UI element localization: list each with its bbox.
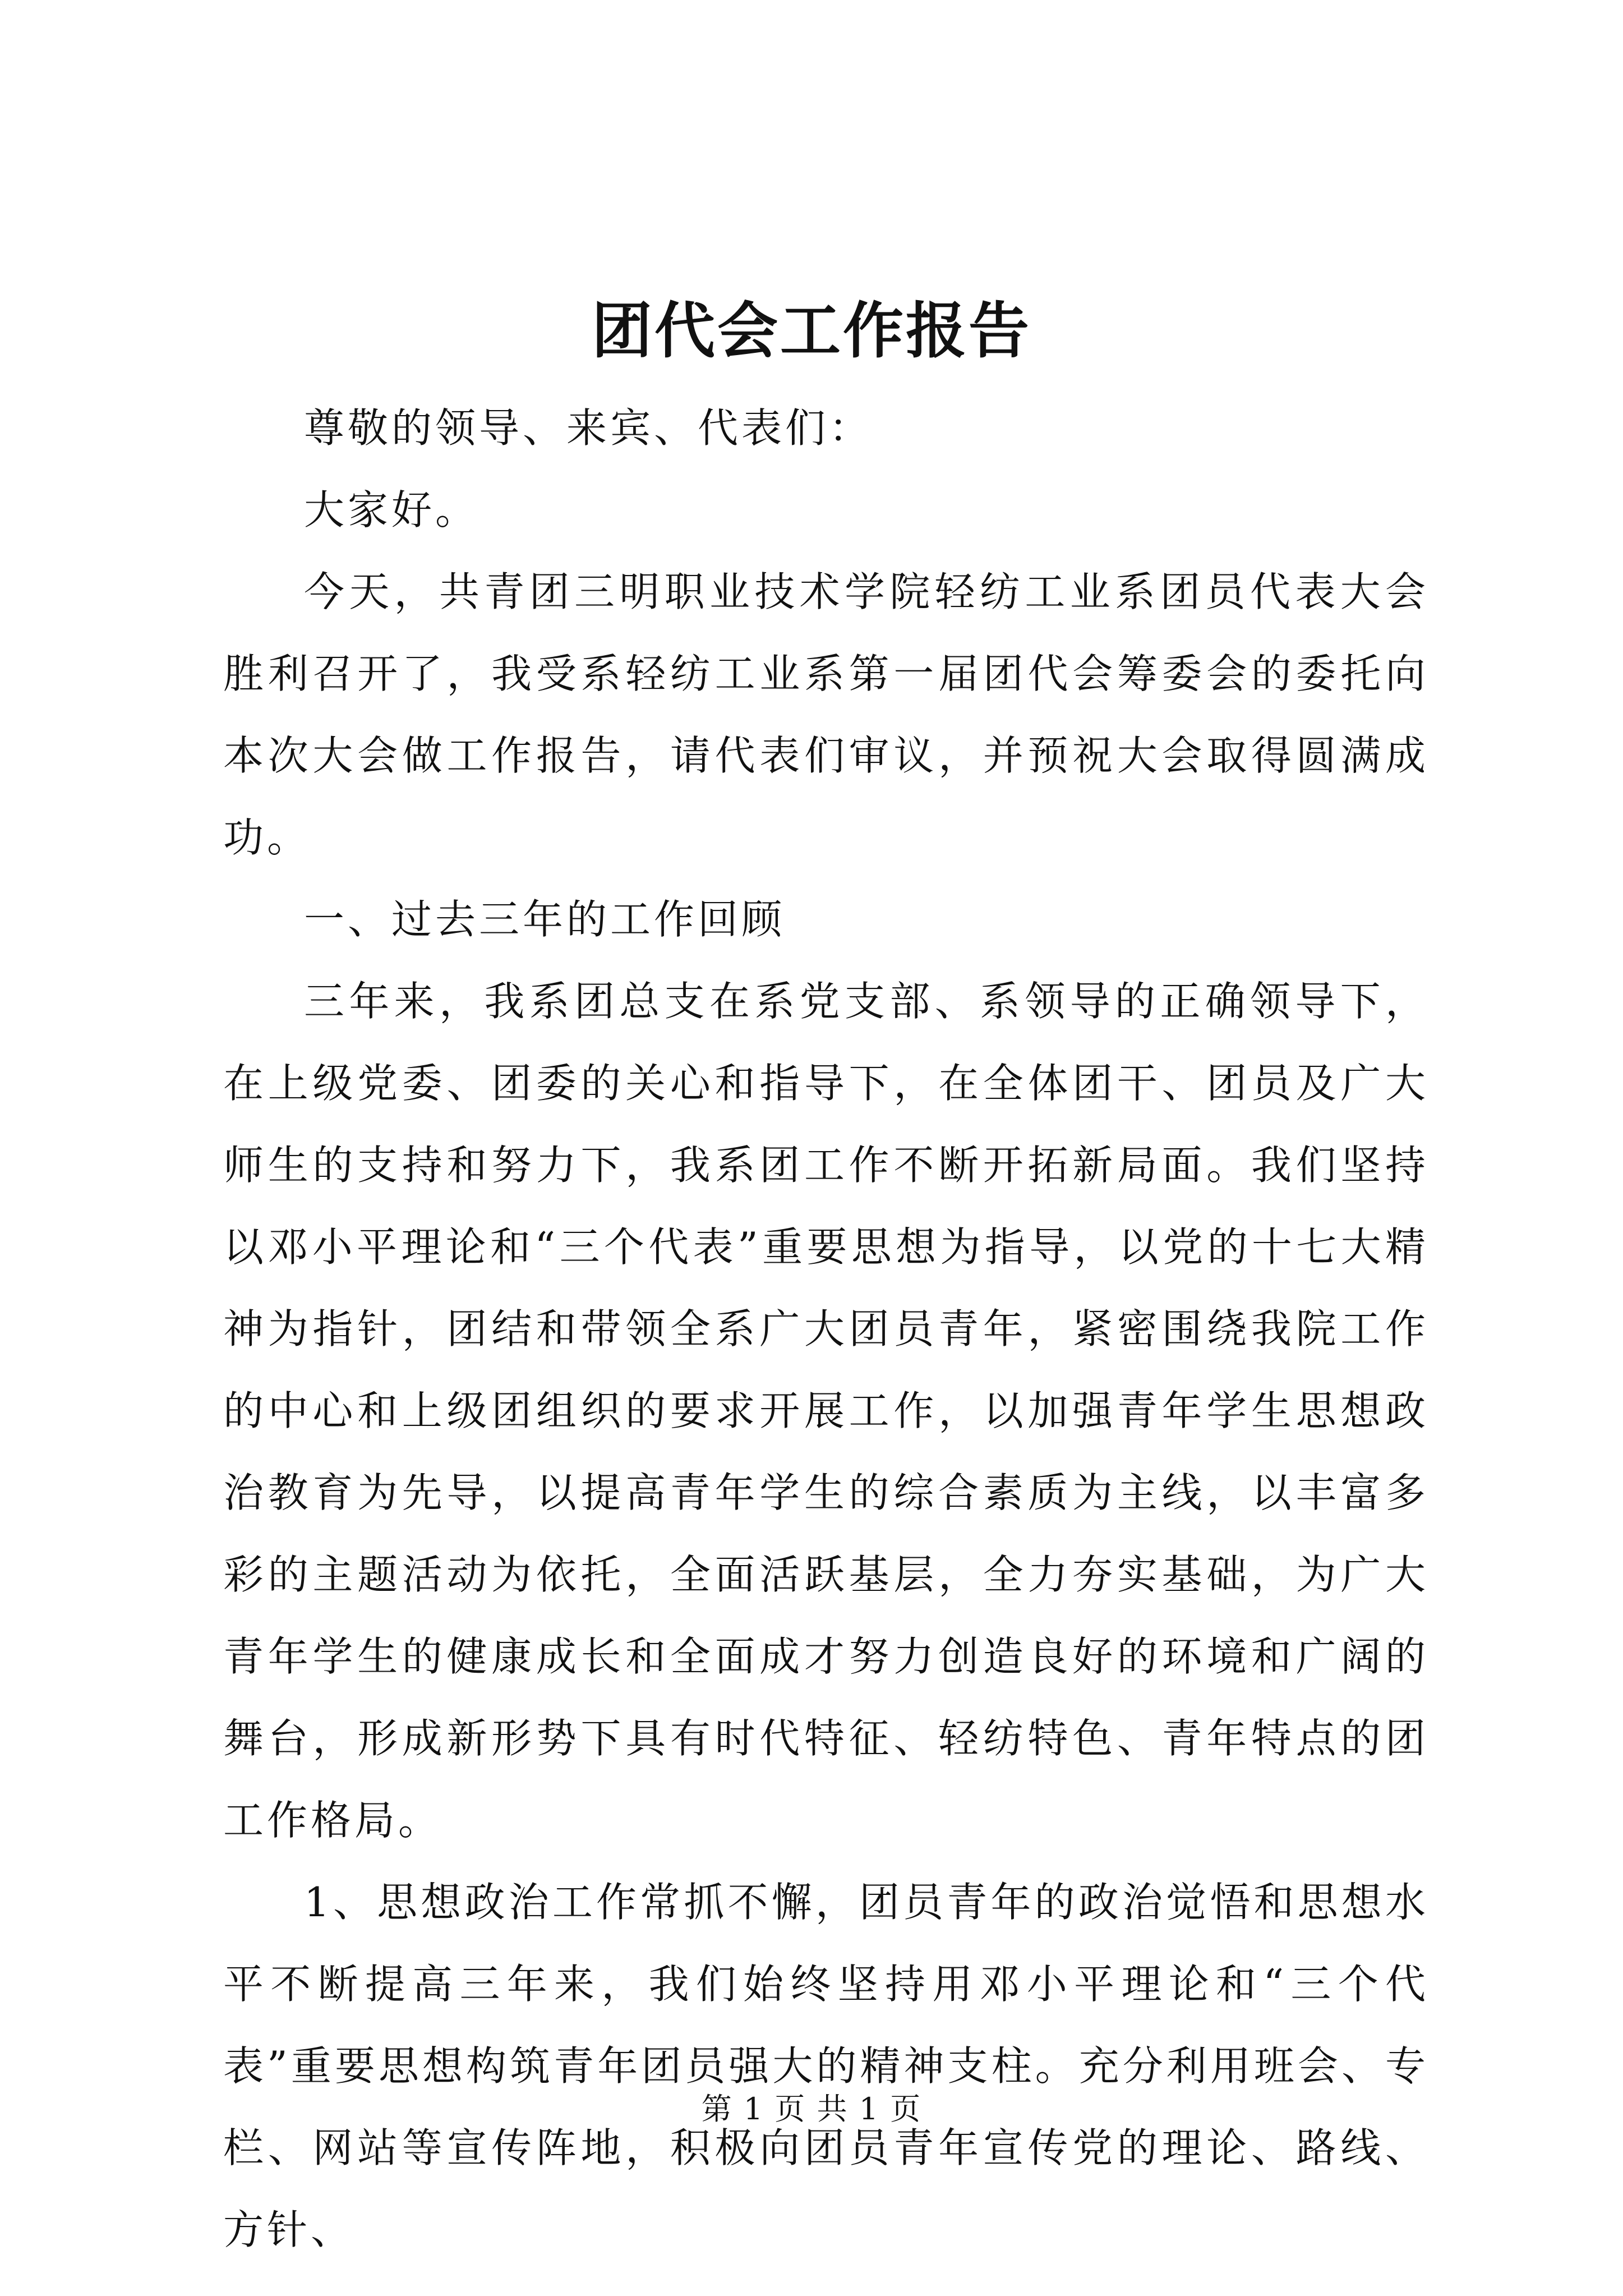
document-body (223, 387, 1429, 2271)
page-footer: 第 1 页 共 1 页 (701, 2091, 922, 2127)
section-heading: 一、过去三年的工作回顾 (304, 896, 786, 943)
paragraph-intro: 今天，共青团三明职业技术学院轻纺工业系团员代表大会胜利召开了，我受系轻纺工业系第一届团代会筹委会的委托向本次大会做工作报告，请代表们审议，并预祝大会取得圆满成功。 (223, 568, 1429, 861)
document-title: 团代会工作报告 (591, 296, 1031, 366)
paragraph-review: 三年来，我系团总支在系党支部、系领导的正确领导下，在上级党委、团委的关心和指导下，在全体团干、团员及广大师生的支持和努力下，我系团工作不断开拓新局面。我们坚持以邓小平理论和“三个代表”重要思想为指导，以党的十七大精神为指针，团结和带领全系广大团员青年，紧密围绕我院工作的中心和上级团组织的要求开展工作，以加强青年学生思想政治教育为先导，以提高青年学生的综合素质为主线，以丰富多彩的主题活动为依托，全面活跃基层，全力夯实基础，为广大青年学生的健康成长和全面成才努力创造良好的环境和广阔的舞台，形成新形势下具有时代特征、轻纺特色、青年特点的团工作格局。 (223, 978, 1429, 1844)
paragraph-item-1: 1、思想政治工作常抓不懈，团员青年的政治觉悟和思想水平不断提高三年来，我们始终坚持用邓小平理论和“三个代表”重要思想构筑青年团员强大的精神支柱。充分利用班会、专栏、网站等宣传阵地，积极向团员青年宣传党的理论、路线、方针、 (223, 1879, 1429, 2253)
paragraph-greeting: 尊敬的领导、来宾、代表们： (304, 404, 873, 452)
paragraph-hello: 大家好。 (304, 486, 479, 533)
